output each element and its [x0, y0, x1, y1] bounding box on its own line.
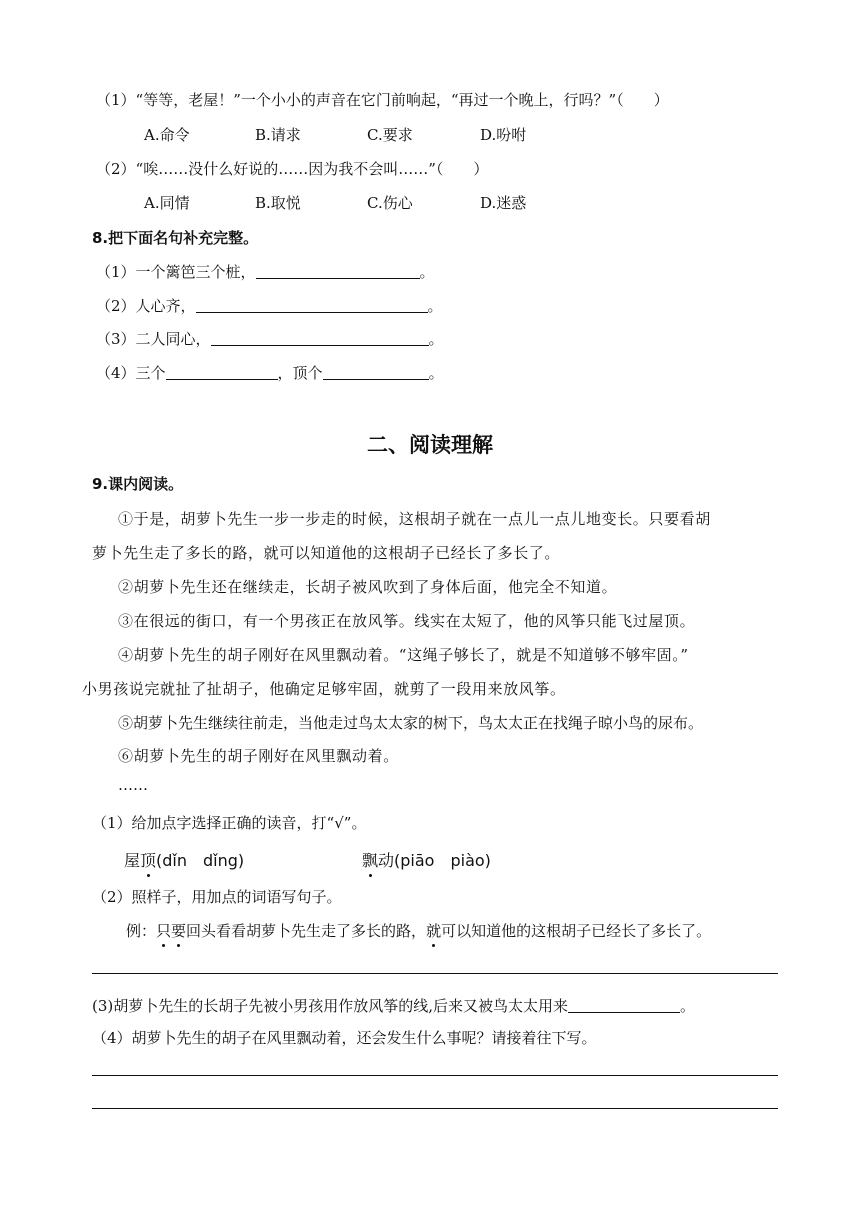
example-text: 回头看看胡萝卜先生走了多长的路，	[186, 922, 427, 940]
q8-line-1	[96, 261, 435, 282]
example-text-end: 可以知道他的这根胡子已经长了多长了。	[441, 922, 712, 940]
q9-sub3-text: (3)胡萝卜先生的长胡子先被小男孩用作放风筝的线,后来又被鸟太太用来	[92, 997, 569, 1015]
q8-line-1-text: （1）一个篱笆三个桩，	[96, 263, 256, 281]
q9-sub3-end: 。	[680, 997, 696, 1015]
option-a[interactable]: A.命令	[144, 126, 190, 144]
answer-blank[interactable]	[256, 262, 420, 279]
q8-line-2	[96, 295, 443, 316]
pinyin-choice-2	[362, 848, 491, 871]
q9-title: 9.课内阅读。	[92, 475, 184, 493]
dotted-char: 顶	[140, 848, 156, 871]
q9-sub4-stem: （4）胡萝卜先生的胡子在风里飘动着，还会发生什么事呢？请接着往下写。	[92, 1029, 597, 1047]
answer-blank[interactable]	[568, 996, 680, 1013]
q7-item1-stem: （1）“等等，老屋！”一个小小的声音在它门前响起，“再过一个晚上，行吗？”（ ）	[96, 91, 669, 109]
dotted-char: 只	[156, 922, 172, 940]
q8-title: 8.把下面名句补充完整。	[92, 229, 259, 247]
pinyin-options[interactable]: (dǐn dǐng)	[156, 851, 245, 870]
dotted-char: 飘	[362, 848, 378, 871]
pinyin-choice-1	[124, 848, 244, 871]
q8-line-4-mid: ，顶个	[277, 364, 323, 382]
answer-blank[interactable]	[196, 296, 428, 313]
q8-line-2-end: 。	[427, 297, 443, 315]
section-title: 二、阅读理解	[367, 433, 493, 457]
word-char: 动	[378, 851, 395, 870]
dotted-char: 就	[426, 922, 442, 940]
answer-line[interactable]	[92, 973, 778, 974]
answer-blank[interactable]	[166, 363, 278, 380]
option-d[interactable]: D.吩咐	[480, 126, 527, 144]
answer-line[interactable]	[92, 1075, 778, 1076]
option-c[interactable]: C.伤心	[367, 194, 413, 212]
passage-para-1-cont: 萝卜先生走了多长的路，就可以知道他的这根胡子已经长了多长了。	[92, 544, 561, 562]
q8-line-4	[96, 362, 444, 383]
word-char: 屋	[124, 851, 141, 870]
passage-para-4-cont: 小男孩说完就扯了扯胡子，他确定足够牢固，就剪了一段用来放风筝。	[82, 680, 566, 698]
option-c[interactable]: C.要求	[367, 126, 413, 144]
passage-para-3: ③在很远的街口，有一个男孩正在放风筝。线实在太短了，他的风筝只能飞过屋顶。	[118, 612, 696, 630]
q8-line-4-end: 。	[428, 364, 444, 382]
example-prefix: 例：	[126, 922, 157, 940]
q8-line-4-text: （4）三个	[96, 364, 166, 382]
passage-para-6: ⑥胡萝卜先生的胡子刚好在风里飘动着。	[118, 747, 399, 765]
option-d[interactable]: D.迷惑	[480, 194, 527, 212]
answer-blank[interactable]	[211, 329, 429, 346]
answer-blank[interactable]	[323, 363, 429, 380]
q9-sub1-stem: （1）给加点字选择正确的读音，打“√”。	[92, 814, 367, 832]
passage-para-5: ⑤胡萝卜先生继续往前走，当他走过鸟太太家的树下，鸟太太正在找绳子晾小鸟的尿布。	[118, 714, 704, 732]
passage-para-1: ①于是，胡萝卜先生一步一步走的时候，这根胡子就在一点儿一点儿地变长。只要看胡	[118, 510, 711, 528]
q8-line-3	[96, 328, 444, 349]
dotted-char: 要	[171, 922, 187, 940]
q8-line-1-end: 。	[419, 263, 435, 281]
q8-line-3-end: 。	[428, 330, 444, 348]
pinyin-options[interactable]: (piāo piào)	[394, 851, 491, 870]
option-a[interactable]: A.同情	[144, 194, 190, 212]
passage-para-4: ④胡萝卜先生的胡子刚好在风里飘动着。“这绳子够长了，就是不知道够不够牢固。”	[118, 646, 689, 664]
example-sentence	[126, 920, 711, 941]
q9-sub3	[92, 995, 695, 1016]
q7-item2-stem: （2）“唉……没什么好说的……因为我不会叫……”（ ）	[96, 160, 489, 178]
passage-para-2: ②胡萝卜先生还在继续走，长胡子被风吹到了身体后面，他完全不知道。	[118, 578, 618, 596]
option-b[interactable]: B.取悦	[255, 194, 301, 212]
passage-ellipsis: ……	[118, 776, 148, 794]
option-b[interactable]: B.请求	[255, 126, 301, 144]
q9-sub2-stem: （2）照样子，用加点的词语写句子。	[92, 888, 342, 906]
q8-line-2-text: （2）人心齐，	[96, 297, 196, 315]
answer-line[interactable]	[92, 1108, 778, 1109]
q8-line-3-text: （3）二人同心，	[96, 330, 211, 348]
